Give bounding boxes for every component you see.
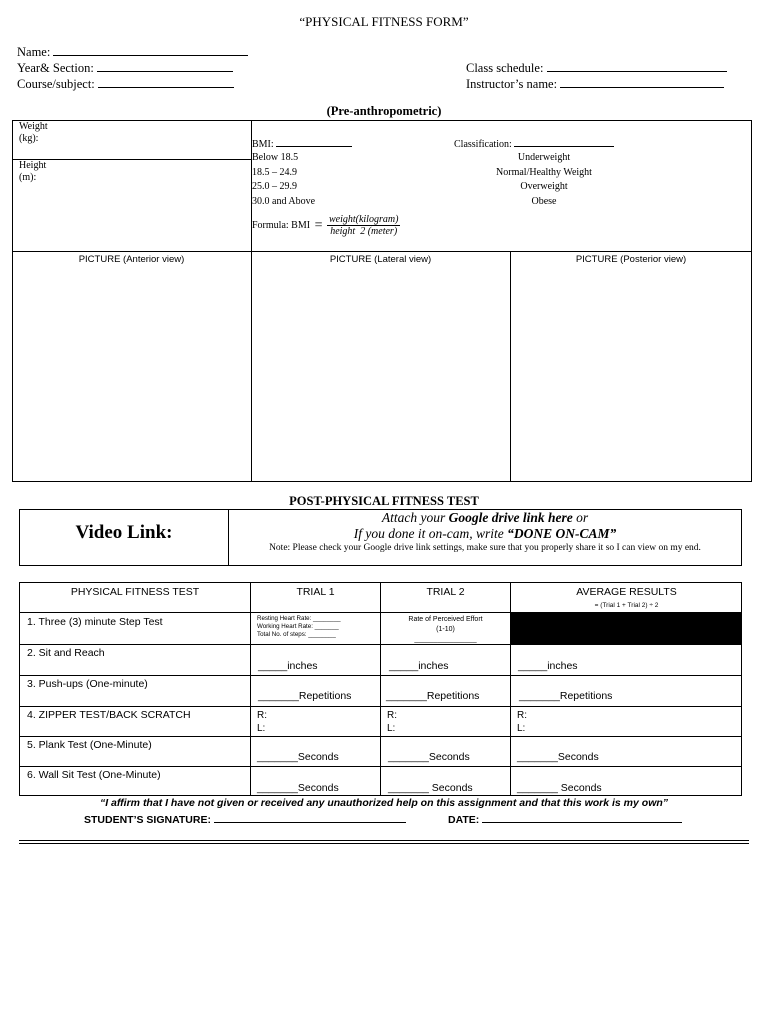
bottom-rule [19,843,749,844]
weight-cell[interactable] [19,121,48,145]
picture-anterior-label: PICTURE (Anterior view) [78,254,185,265]
weight-unit: (kg): [19,133,39,144]
left-label: L: [387,723,396,734]
formula-denominator: height 2 (meter) [330,226,398,237]
perceived-effort-range: (1-10) [436,626,455,633]
trial2-value[interactable]: _____inches [389,660,449,672]
form-title: “PHYSICAL FITNESS FORM” [299,14,469,29]
average-value[interactable]: _______ Seconds [517,782,602,794]
average-value[interactable]: _______Seconds [517,751,599,763]
year-section-label: Year& Section: [17,61,94,75]
bmi-class: Underweight [517,152,571,163]
height-label: Height [19,160,47,171]
average-value[interactable]: _______Repetitions [519,690,613,702]
formula-label: Formula: BMI [252,220,311,231]
bmi-range: 30.0 and Above [252,195,316,207]
classification-field[interactable] [454,137,614,150]
average-zipper[interactable] [517,709,527,735]
test-name: 1. Three (3) minute Step Test [27,616,163,628]
course-label: Course/subject: [17,77,95,91]
attach-bold: Google drive link here [448,510,573,525]
formula-numerator: weight(kilogram) [328,214,399,225]
picture-posterior-slot[interactable] [511,268,751,480]
class-schedule-field[interactable] [466,60,727,76]
bmi-label: BMI: [252,139,274,150]
left-label: L: [257,723,266,734]
trial2-value[interactable]: _______Repetitions [386,690,480,702]
picture-posterior-label: PICTURE (Posterior view) [575,254,687,265]
bmi-formula [252,214,400,237]
col-header-test: PHYSICAL FITNESS TEST [70,586,200,598]
perceived-effort-blank: ________________ [414,636,477,643]
right-label: R: [517,710,527,721]
col-header-trial2: TRIAL 2 [426,586,465,598]
bmi-range: 25.0 – 29.9 [252,181,297,192]
trial1-value[interactable]: _____inches [258,660,318,672]
name-label: Name: [17,45,51,59]
average-formula: = (Trial 1 + Trial 2) ÷ 2 [594,602,659,609]
trial1-value[interactable]: _______Seconds [257,751,339,763]
date-label: DATE: [448,814,480,826]
bmi-class: Normal/Healthy Weight [496,166,592,178]
trial1-value[interactable]: _______Repetitions [258,690,352,702]
resting-heart-rate: Resting Heart Rate: ________ [257,615,341,622]
date-field[interactable] [448,812,682,826]
oncam-instruction: If you done it on-cam, write “DONE ON-CAM” [353,526,617,541]
test-name: 3. Push-ups (One-minute) [27,678,148,690]
bmi-range: Below 18.5 [252,152,299,163]
header-left [17,44,248,92]
test-name: 4. ZIPPER TEST/BACK SCRATCH [27,709,191,721]
oncam-bold: “DONE ON-CAM” [507,526,617,541]
step-test-trial2[interactable] [381,615,510,645]
signature-label: STUDENT’S SIGNATURE: [84,814,211,826]
right-label: R: [387,710,397,721]
height-unit: (m): [19,172,37,183]
average-value[interactable]: _____inches [518,660,578,672]
weight-label: Weight [19,121,48,132]
bmi-class: Obese [531,195,557,207]
bottom-rule [19,840,749,841]
post-heading: POST-PHYSICAL FITNESS TEST [289,494,479,508]
trial2-value[interactable]: _______ Seconds [388,782,473,794]
year-section-field[interactable] [17,60,248,76]
class-schedule-label: Class schedule: [466,61,544,75]
attach-instruction: Attach your Google drive link here or [381,510,589,525]
signature-field[interactable] [84,812,406,826]
step-test-trial1[interactable] [257,615,341,639]
trial1-value[interactable]: _______Seconds [257,782,339,794]
classification-label: Classification: [454,139,512,150]
header-right [466,60,727,92]
average-blocked-cell [511,613,742,644]
formula-equals: = [314,217,323,233]
pre-heading: (Pre-anthropometric) [326,104,442,118]
name-field[interactable] [17,44,248,60]
picture-lateral-slot[interactable] [252,268,509,480]
perceived-effort-label: Rate of Perceived Effort [408,616,483,623]
instructor-field[interactable] [466,76,727,92]
picture-lateral-label: PICTURE (Lateral view) [329,254,432,265]
video-link-label: Video Link: [75,522,173,543]
bmi-class: Overweight [520,181,568,192]
bmi-range: 18.5 – 24.9 [252,166,297,178]
formula-fraction [327,214,400,237]
bmi-class-list [444,151,644,209]
video-link-field[interactable] [229,510,741,554]
bmi-field[interactable] [252,137,352,150]
bmi-range-list [252,151,315,209]
course-field[interactable] [17,76,248,92]
trial2-zipper[interactable] [387,709,397,735]
col-header-trial1: TRIAL 1 [296,586,335,598]
instructor-label: Instructor’s name: [466,77,558,91]
height-cell[interactable] [19,160,46,184]
picture-anterior-slot[interactable] [13,268,250,480]
test-name: 5. Plank Test (One-Minute) [27,739,152,751]
left-label: L: [517,723,526,734]
trial2-value[interactable]: _______Seconds [388,751,470,763]
right-label: R: [257,710,267,721]
drive-note: Note: Please check your Google drive link settings, make sure that you properly share it so I can view on my end. [269,543,701,553]
affirmation-text: “I affirm that I have not given or received any unauthorized help on this assignment and that this work is my own” [99,797,669,809]
test-name: 2. Sit and Reach [27,647,105,659]
working-heart-rate: Working Heart Rate: _______ [257,623,339,630]
trial1-zipper[interactable] [257,709,267,735]
test-name: 6. Wall Sit Test (One-Minute) [27,769,161,781]
col-header-average: AVERAGE RESULTS [576,586,677,598]
total-steps: Total No. of steps: ________ [257,631,336,638]
